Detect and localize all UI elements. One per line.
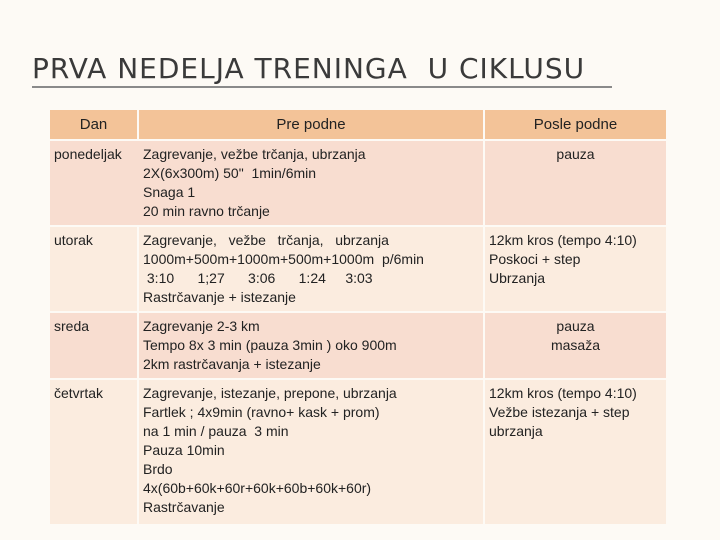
morning-line: na 1 min / pauza 3 min — [143, 423, 289, 439]
morning-line: Zagrevanje 2-3 km — [143, 318, 260, 334]
afternoon-line: pauza — [556, 146, 595, 162]
morning-line: Tempo 8x 3 min (pauza 3min ) oko 900m — [143, 337, 397, 353]
afternoon-cell — [485, 380, 666, 524]
morning-line: Rastrčavanje — [143, 499, 225, 515]
afternoon-line: ubrzanja — [489, 423, 543, 439]
afternoon-line: Vežbe istezanja + step — [489, 404, 630, 420]
morning-line: 2km rastrčavanja + istezanje — [143, 356, 321, 372]
title-underline — [32, 86, 612, 88]
table-header-row — [50, 110, 666, 139]
day-label: ponedeljak — [54, 146, 122, 162]
table-row — [50, 380, 666, 524]
header-afternoon: Posle podne — [485, 110, 666, 139]
morning-cell — [139, 313, 483, 378]
morning-cell — [139, 227, 483, 311]
morning-line: 2X(6x300m) 50" 1min/6min — [143, 165, 317, 181]
day-cell — [50, 141, 139, 225]
day-label: četvrtak — [54, 385, 104, 401]
morning-line: 3:10 1;27 3:06 1:24 3:03 — [143, 270, 373, 286]
day-cell — [50, 380, 137, 524]
morning-line: Zagrevanje, istezanje, prepone, ubrzanja — [143, 385, 397, 401]
afternoon-line: 12km kros (tempo 4:10) — [489, 232, 637, 248]
morning-line: 4x(60b+60k+60r+60k+60b+60k+60r) — [143, 480, 372, 496]
morning-line: Zagrevanje, vežbe trčanja, ubrzanja — [143, 146, 366, 162]
header-day: Dan — [50, 110, 137, 139]
afternoon-line: 12km kros (tempo 4:10) — [489, 385, 637, 401]
day-label: utorak — [54, 232, 93, 248]
morning-line: Brdo — [143, 461, 173, 477]
table-row — [50, 227, 666, 311]
morning-line: Snaga 1 — [143, 184, 196, 200]
slide-title: PRVA NEDELJA TRENINGA U CIKLUSU — [32, 52, 586, 85]
afternoon-cell — [485, 141, 666, 225]
morning-line: 20 min ravno trčanje — [143, 203, 270, 219]
day-label: sreda — [54, 318, 90, 334]
morning-line: Rastrčavanje + istezanje — [143, 289, 296, 305]
morning-line: 1000m+500m+1000m+500m+1000m p/6min — [143, 251, 424, 267]
table-row — [50, 313, 666, 378]
morning-line: Pauza 10min — [143, 442, 225, 458]
afternoon-line: Poskoci + step — [489, 251, 581, 267]
afternoon-cell — [485, 227, 666, 311]
afternoon-line: pauza — [556, 318, 595, 334]
table-row — [50, 141, 666, 225]
header-morning: Pre podne — [139, 110, 483, 139]
morning-line: Zagrevanje, vežbe trčanja, ubrzanja — [143, 232, 389, 248]
morning-cell — [139, 141, 483, 225]
afternoon-line: masaža — [550, 337, 601, 353]
morning-cell — [139, 380, 483, 524]
afternoon-cell — [485, 313, 666, 378]
day-cell — [50, 313, 137, 378]
morning-line: Fartlek ; 4x9min (ravno+ kask + prom) — [143, 404, 380, 420]
afternoon-line: Ubrzanja — [489, 270, 546, 286]
day-cell — [50, 227, 137, 311]
training-table — [50, 110, 666, 526]
